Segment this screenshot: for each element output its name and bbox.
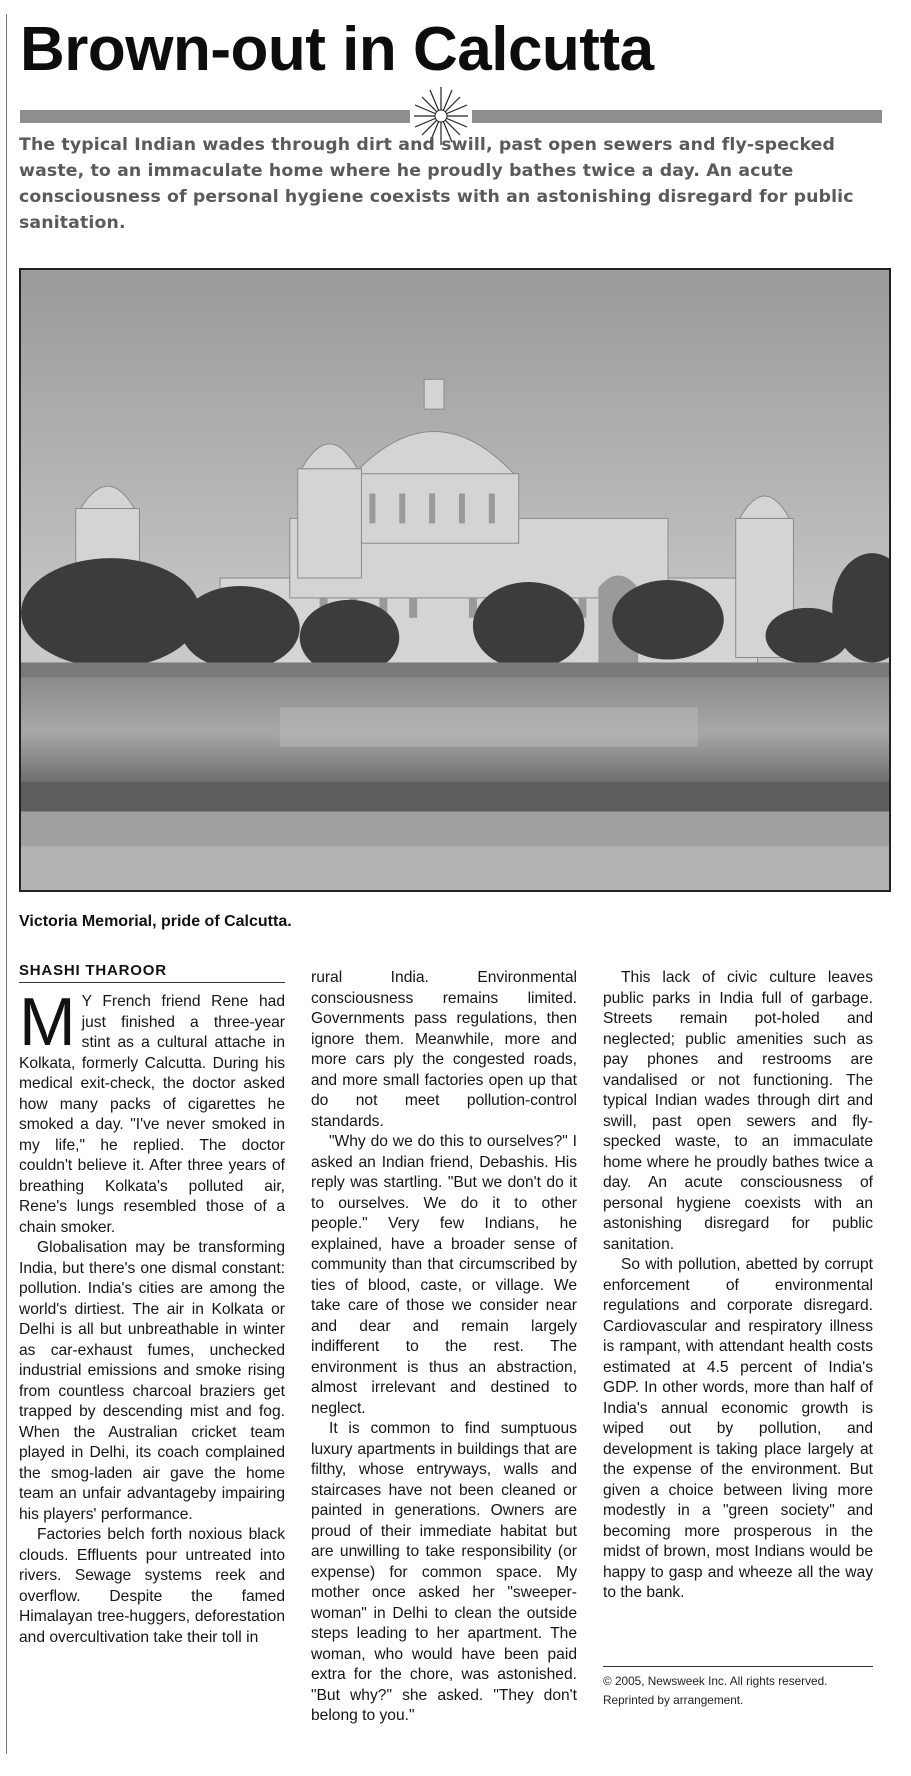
- photo-caption: Victoria Memorial, pride of Calcutta.: [19, 913, 292, 930]
- copyright-notice: [603, 1672, 873, 1710]
- drop-cap: M: [19, 984, 76, 1060]
- victoria-memorial-photo: [19, 268, 891, 892]
- left-column-rule: [6, 14, 7, 1754]
- article-column-2: [311, 968, 577, 1727]
- standfirst: The typical Indian wades through dirt and swill, past open sewers and fly-specked waste, to an immaculate home where he proudly bathes twice a day. An acute consciousness of personal hygiene coexists with an astonishing disregard for public sanitation.: [19, 135, 854, 233]
- paragraph: "Why do we do this to ourselves?" I asked an Indian friend, Debashis. His reply was startling. "But we don't do it to ourselves. We do it to other people." Very few Indians, he explained, have a broader sense of community than that circumscribed by ties of blood, caste, or village. We take care of those we consider near and dear and remain largely indifferent to the rest. The environment is thus an abstraction, almost irrelevant and destined to neglect.: [311, 1133, 577, 1417]
- byline: SHASHI THAROOR: [19, 962, 167, 979]
- paragraph: Globalisation may be transforming India, but there's one dismal constant: pollution. India's cities are among the world's dirtiest. The air in Kolkata or Delhi is all but unbreathable in winter as car-exhaust fumes, unchecked industrial emissions and smoke rising from countless charcoal braziers get trapped by descending mist and fog. When the Australian cricket team played in Delhi, its coach complained the smog-laden air gave the home team an unfair advantageby impairing his players' performance.: [19, 1239, 285, 1523]
- paragraph: M Y French friend Rene had just finished a three-year stint as a cultural attache in Kolkata, formerly Calcutta. During his medical exit-check, the doctor asked how many packs of cigarettes he smoked a day. "I've never smoked in my life," he replied. The doctor couldn't believe it. After three years of breathing Kolkata's polluted air, Rene's lungs resembled those of a chain smoker.: [19, 984, 285, 1236]
- copyright-line: © 2005, Newsweek Inc. All rights reserved.: [603, 1674, 828, 1688]
- paragraph: It is common to find sumptuous luxury apartments in buildings that are filthy, whose entryways, walls and staircases have not been cleaned or painted in generations. Owners are proud of their immediate habitat but are unwilling to take responsibility (or expense) for common space. My mother once asked her "sweeper-woman" in Delhi to clean the outside steps leading to her apartment. The woman, who would have been paid extra for the chore, was astonished. "But why?" she asked. "They don't belong to you.": [311, 1420, 577, 1724]
- reprint-line: Reprinted by arrangement.: [603, 1693, 744, 1707]
- byline-rule: [19, 982, 285, 983]
- paragraph: This lack of civic culture leaves public parks in India full of garbage. Streets remain pot-holed and neglected; public amenities such as pay phones and restrooms are vandalised or not functioning. The typical Indian wades through dirt and swill, past open sewers and fly-specked waste, to an immaculate home where he proudly bathes twice a day. An acute consciousness of personal hygiene coexists with an astonishing disregard for public sanitation.: [603, 969, 873, 1253]
- paragraph: So with pollution, abetted by corrupt enforcement of environmental regulations and corporate disregard. Cardiovascular and respiratory illness is rampant, with attendant health costs estimated at 4.5 percent of India's GDP. In other words, more than half of India's annual economic growth is wiped out by pollution, and development is taking place largely at the expense of the environment. But given a choice between living more modestly in a "green society" and becoming more prosperous in the midst of brown, most Indians would be happy to gasp and wheeze all the way to the bank.: [603, 1256, 873, 1601]
- paragraph: rural India. Environmental consciousness remains limited. Governments pass regulations, then ignore them. Meanwhile, more and more cars ply the congested roads, and more small factories open up that do not meet pollution-control standards.: [311, 969, 577, 1130]
- article-column-3: [603, 968, 873, 1604]
- copyright-rule: [603, 1666, 873, 1667]
- paragraph: Factories belch forth noxious black clouds. Effluents pour untreated into rivers. Sewage systems reek and overflow. Despite the famed Himalayan tree-huggers, deforestation and overcultivation take their toll in: [19, 1526, 285, 1646]
- article-column-1: [19, 984, 285, 1648]
- headline: Brown-out in Calcutta: [20, 15, 654, 84]
